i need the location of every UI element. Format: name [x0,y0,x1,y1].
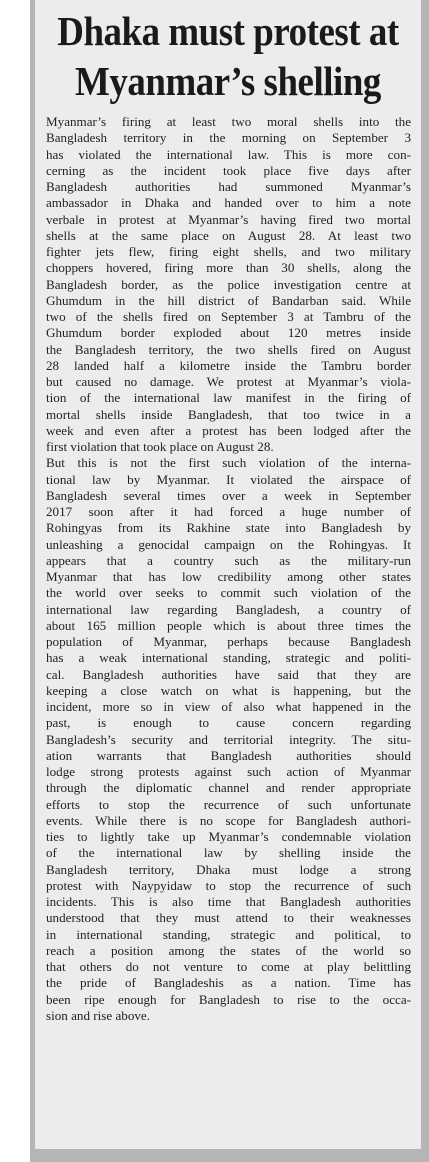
body-line: events. While there is no scope for Bangladesh authori- [46,812,411,828]
body-line: population of Myanmar, perhaps because Bangladesh [46,634,411,649]
headline [54,6,401,106]
body-line: Rohingyas from its Rakhine state into Bangladesh by [46,520,411,536]
body-line: mortal shells inside Bangladesh, that too twice in a [46,406,411,422]
body-line: Bangladesh’s security and territorial integrity. The situ- [46,731,411,747]
body-line: but caused no damage. We protest at Myanmar’s viola- [46,374,411,389]
body-line: ambassador in Dhaka and handed over to him a note [46,195,411,211]
body-line: incident, more so in view of also what happened in the [46,699,411,714]
body-line: the world over seeks to commit such violation of the [46,585,411,601]
body-line: the Bangladesh territory, the two shells fired on August [46,341,411,357]
body-line: ation warrants that Bangladesh authorities should [46,747,411,763]
editorial-column [35,0,421,1149]
body-line: ties to lightly take up Myanmar’s condemnable violation [46,829,411,844]
body-line: appears that a country such as the military-run [46,552,411,568]
body-line: cal. Bangladesh authorities have said that they are [46,666,411,682]
body-line: two of the shells fired on September 3 at Tambru of the [46,309,411,324]
body-line: through the diplomatic channel and render appropriate [46,780,411,796]
body-line: But this is not the first such violation of the interna- [46,455,411,471]
body-line: verbale in protest at Myanmar’s having fired two mortal [46,211,411,227]
body-line: efforts to stop the recurrence of such unfortunate [46,796,411,812]
body-line: reach a position among the states of the world so [46,942,411,958]
body-line: 2017 soon after it had forced a huge number of [46,504,411,519]
body-line: choppers hovered, firing more than 30 shells, along the [46,260,411,276]
body-line: international law regarding Bangladesh, a country of [46,601,411,617]
body-line: the pride of Bangladeshis as a nation. Time has [46,975,411,991]
body-line: shells at the same place on August 28. At least two [46,227,411,243]
body-line: unleashing a genocidal campaign on the Rohingyas. It [46,536,411,552]
article-body [35,114,421,1024]
body-line: Bangladesh territory in the morning on September 3 [46,130,411,146]
body-line: of the international law by shelling inside the [46,845,411,861]
body-line: cerning as the incident took place five days after [46,162,411,178]
headline-line: Myanmar’s shelling [75,58,381,104]
body-line: keeping a close watch on what is happening, but the [46,682,411,698]
body-line: Myanmar’s firing at least two moral shells into the [46,114,411,129]
body-line: that others do not venture to come at play belittling [46,959,411,974]
body-line: week and even after a protest has been lodged after the [46,422,411,438]
headline-line: Dhaka must protest at [57,8,399,54]
body-line: tion of the international law manifest in the firing of [46,390,411,406]
body-line: tional law by Myanmar. It violated the airspace of [46,471,411,487]
body-line: protest with Naypyidaw to stop the recurrence of such [46,877,411,893]
body-line: has a weak international standing, strategic and politi- [46,650,411,666]
body-line: incidents. This is also time that Bangladesh authorities [46,894,411,909]
page-shadow [30,0,429,1162]
body-line: Ghumdum in the hill district of Bandarban said. While [46,292,411,308]
body-line: Bangladesh authorities had summoned Myanmar’s [46,179,411,194]
body-line: Bangladesh several times over a week in September [46,487,411,503]
body-line: sion and rise above. [46,1007,150,1023]
body-line: 28 landed half a kilometre inside the Tambru border [46,357,411,373]
body-line: first violation that took place on August 28. [46,439,274,454]
body-line: in international standing, strategic and political, to [46,926,411,942]
body-line: about 165 million people which is about three times the [46,617,411,633]
body-line: Bangladesh border, as the police investigation centre at [46,276,411,292]
body-line: Ghumdum border exploded about 120 metres inside [46,325,411,341]
body-line: has violated the international law. This is more con- [46,146,411,162]
body-line: past, is enough to cause concern regarding [46,715,411,731]
body-line: Bangladesh territory, Dhaka must lodge a strong [46,861,411,877]
body-line: lodge strong protests against such action of Myanmar [46,764,411,779]
body-line: Myanmar that has low credibility among other states [46,569,411,584]
body-line: understood that they must attend to their weaknesses [46,910,411,926]
body-line: fighter jets flew, firing eight shells, and two military [46,244,411,259]
body-line: been ripe enough for Bangladesh to rise to the occa- [46,991,411,1007]
